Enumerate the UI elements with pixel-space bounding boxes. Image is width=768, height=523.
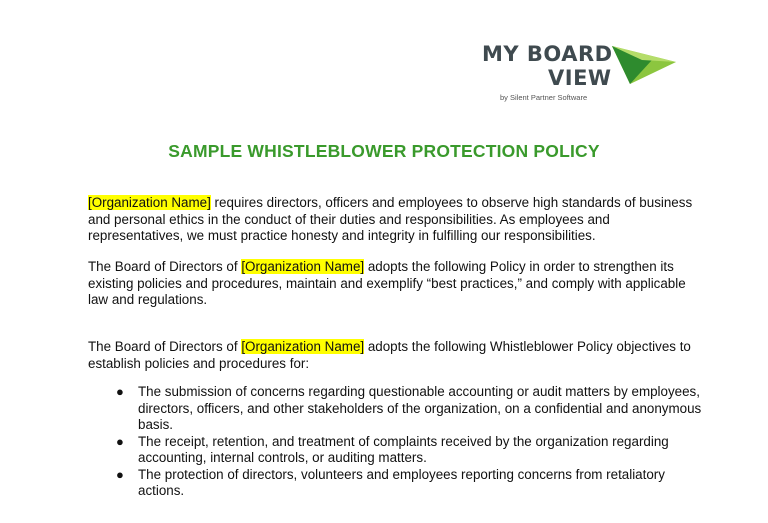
list-item — [88, 467, 708, 500]
bullet-icon: ● — [116, 433, 124, 449]
list-item-text: The protection of directors, volunteers and employees reporting concerns from retaliatory actions. — [138, 466, 665, 498]
org-name-placeholder: [Organization Name] — [241, 259, 365, 274]
list-item — [88, 384, 708, 434]
brand-logo — [482, 42, 682, 104]
logo-wing-icon — [612, 44, 676, 84]
document-title: SAMPLE WHISTLEBLOWER PROTECTION POLICY — [168, 141, 600, 161]
list-item-text: The receipt, retention, and treatment of complaints received by the organization regarding accounting, internal controls, or auditing matters. — [138, 433, 669, 465]
objectives-list — [88, 384, 708, 500]
org-name-placeholder: [Organization Name] — [241, 339, 365, 354]
paragraph-text: adopts the following Whistleblower Policy objectives to establish policies and procedures for: — [88, 339, 691, 371]
paragraph-intro — [88, 195, 708, 245]
bullet-icon: ● — [116, 384, 124, 399]
org-name-placeholder: [Organization Name] — [88, 195, 211, 210]
list-item — [88, 434, 708, 467]
logo-tagline: by Silent Partner Software — [500, 93, 588, 102]
logo-text-line1: MY BOARD — [482, 42, 613, 66]
bullet-icon: ● — [116, 466, 124, 482]
logo-text-line2: VIEW — [548, 66, 612, 90]
paragraph-board-policy — [88, 259, 708, 309]
list-item-text: The submission of concerns regarding questionable accounting or audit matters by employees, directors, officers, and other stakeholders of the organization, on a confidential and anonymous basis. — [138, 384, 702, 432]
paragraph-text: The Board of Directors of — [88, 259, 242, 274]
paragraph-text: requires directors, officers and employees to observe high standards of business and personal ethics in the conduct of their duties and responsibilities. As employees and representatives, we must practice honesty and integrity in fulfilling our responsibilities. — [88, 195, 693, 243]
paragraph-objectives — [88, 339, 708, 372]
paragraph-text: The Board of Directors of — [88, 339, 242, 354]
paragraph-text: adopts the following Policy in order to strengthen its existing policies and procedures, maintain and exemplify “best practices,” and comply with applicable law and regulations. — [88, 259, 686, 307]
